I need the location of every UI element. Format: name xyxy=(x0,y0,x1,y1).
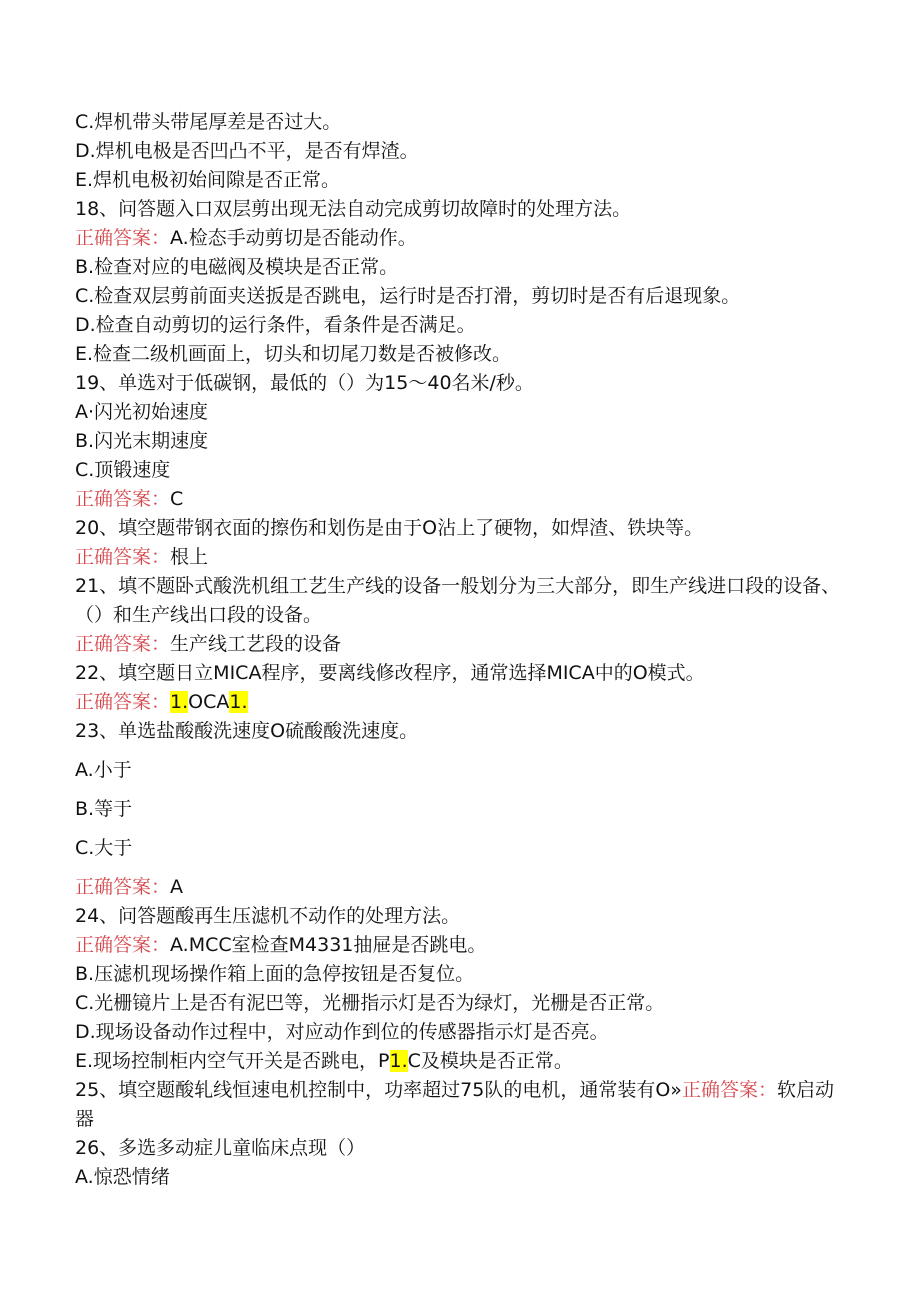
answer-label: 正确答案： xyxy=(75,546,171,568)
q24-answer xyxy=(75,931,845,960)
q19-question: 19、单选对于低碳钢，最低的（）为15～40名米/秒。 xyxy=(75,372,534,394)
answer-label: 正确答案： xyxy=(75,934,171,956)
q24-question: 24、问答题酸再生压滤机不动作的处理方法。 xyxy=(75,905,461,927)
q26-option-a: A.惊恐情绪 xyxy=(75,1166,170,1188)
q18-answer-e: E.检查二级机画面上，切头和切尾刀数是否被修改。 xyxy=(75,343,512,365)
q21-question: 21、填不题卧式酸洗机组工艺生产线的设备一般划分为三大部分，即生产线进口段的设备、（）和生产线出口段的设备。 xyxy=(75,575,841,626)
q19-option-c: C.顶锻速度 xyxy=(75,459,171,481)
q18-answer-b: B.检查对应的电磁阀及模块是否正常。 xyxy=(75,256,399,278)
q19-option-a: A·闪光初始速度 xyxy=(75,401,209,423)
answer-text: C xyxy=(170,488,184,510)
q24-answer-e xyxy=(75,1047,845,1076)
answer-text: 生产线工艺段的设备 xyxy=(170,633,342,655)
q19-answer xyxy=(75,485,845,514)
answer-text: 软启动器 xyxy=(75,1079,834,1130)
highlighted-text: 1. xyxy=(170,691,189,713)
q18-answer xyxy=(75,224,845,253)
q23-option-b: B.等于 xyxy=(75,798,133,820)
q19-option-b: B.闪光末期速度 xyxy=(75,430,209,452)
answer-text: OCA xyxy=(188,691,230,713)
q23-answer xyxy=(75,873,845,902)
document-page xyxy=(75,108,845,1192)
q22-question: 22、填空题日立MICA程序，要离线修改程序，通常选择MICA中的O模式。 xyxy=(75,662,705,684)
q18-answer-d: D.检查自动剪切的运行条件，看条件是否满足。 xyxy=(75,314,476,336)
q17-option-d: D.焊机电极是否凹凸不平，是否有焊渣。 xyxy=(75,140,419,162)
answer-label: 正确答案： xyxy=(75,633,171,655)
q18-answer-c: C.检查双层剪前面夹送扳是否跳电，运行时是否打滑，剪切时是否有后退现象。 xyxy=(75,285,741,307)
answer-text: A.检态手动剪切是否能动作。 xyxy=(170,227,417,249)
q23-option-c: C.大于 xyxy=(75,837,133,859)
answer-label: 正确答案： xyxy=(75,227,171,249)
answer-label: 正确答案： xyxy=(75,488,171,510)
q17-option-e: E.焊机电极初始间隙是否正常。 xyxy=(75,169,341,191)
answer-text: 根上 xyxy=(170,546,209,568)
answer-label: 正确答案： xyxy=(75,691,171,713)
q21-answer xyxy=(75,630,845,659)
q26-question: 26、多选多动症儿童临床点现（） xyxy=(75,1137,366,1159)
q24-answer-c: C.光栅镜片上是否有泥巴等，光栅指示灯是否为绿灯，光栅是否正常。 xyxy=(75,992,665,1014)
highlighted-text: 1. xyxy=(229,691,248,713)
answer-label: 正确答案： xyxy=(681,1079,777,1101)
q23-question: 23、单选盐酸酸洗速度O硫酸酸洗速度。 xyxy=(75,720,419,742)
q25-question-answer xyxy=(75,1076,845,1134)
question-text: 25、填空题酸轧线恒速电机控制中，功率超过75队的电机，通常装有O» xyxy=(75,1079,682,1101)
highlighted-text: 1. xyxy=(389,1050,408,1072)
q24-answer-b: B.压滤机现场操作箱上面的急停按钮是否复位。 xyxy=(75,963,475,985)
q20-question: 20、填空题带钢衣面的擦伤和划伤是由于O沾上了硬物，如焊渣、铁块等。 xyxy=(75,517,704,539)
answer-text: A.MCC室检查M4331抽屉是否跳电。 xyxy=(170,934,487,956)
answer-label: 正确答案： xyxy=(75,876,171,898)
q24-answer-d: D.现场设备动作过程中，对应动作到位的传感器指示灯是否亮。 xyxy=(75,1021,609,1043)
q18-question: 18、问答题入口双层剪出现无法自动完成剪切故障时的处理方法。 xyxy=(75,198,632,220)
q22-answer xyxy=(75,688,845,717)
q17-option-c: C.焊机带头带尾厚差是否过大。 xyxy=(75,111,342,133)
q20-answer xyxy=(75,543,845,572)
answer-text: C及模块是否正常。 xyxy=(407,1050,573,1072)
q23-option-a: A.小于 xyxy=(75,759,132,781)
answer-text: E.现场控制柜内空气开关是否跳电，P xyxy=(75,1050,390,1072)
answer-text: A xyxy=(170,876,184,898)
